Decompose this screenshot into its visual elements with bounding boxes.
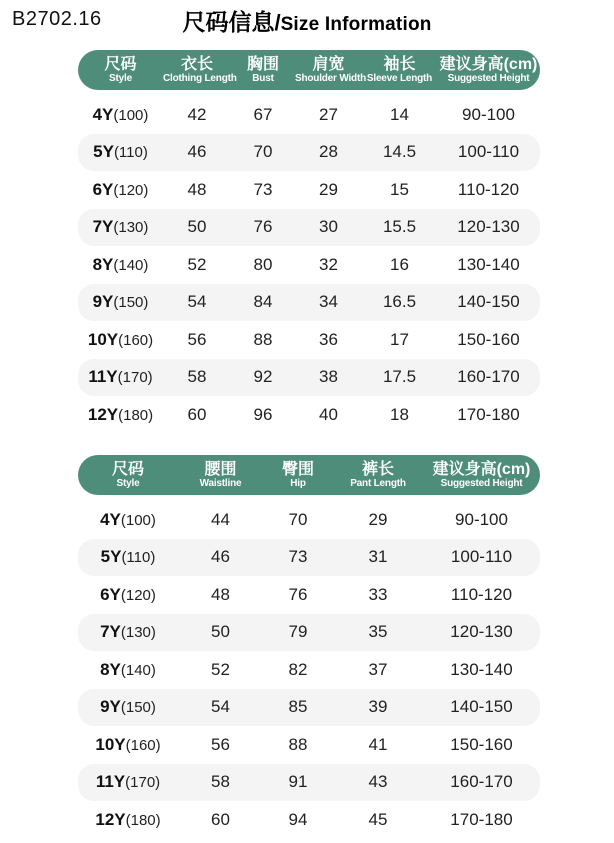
value-cell: 94 (288, 809, 308, 829)
value-cell: 44 (211, 509, 230, 529)
table-row (78, 501, 540, 539)
value-cell: 37 (368, 659, 388, 679)
value-cell: 70 (288, 509, 308, 529)
value-cell: 43 (368, 772, 388, 792)
header-cell (178, 461, 263, 490)
table-row (78, 134, 540, 172)
value-cell: 82 (288, 659, 308, 679)
value-cell: 52 (211, 659, 230, 679)
value-cell: 91 (288, 772, 308, 792)
value-cell: 15.5 (382, 217, 417, 237)
value-cell: 90-100 (455, 509, 508, 529)
value-cell: 40 (319, 404, 338, 424)
value-cell: 73 (253, 179, 273, 199)
value-cell: 34 (319, 292, 338, 312)
header-label-cjk: 胸围 (246, 55, 279, 73)
header-label-en: Suggested Height (447, 73, 530, 85)
header-label-en: Style (109, 73, 132, 85)
value-cell: 58 (187, 367, 207, 387)
value-cell: 92 (253, 367, 273, 387)
value-cell: 60 (211, 809, 230, 829)
table-row (78, 171, 540, 209)
value-cell: 45 (368, 809, 388, 829)
table-row (78, 246, 540, 284)
lower-garment-size-table (78, 455, 540, 839)
table-row (78, 321, 540, 359)
table-row (78, 359, 540, 397)
value-cell: 80 (253, 254, 273, 274)
value-cell: 120-130 (457, 217, 520, 237)
header-label-cjk: 腰围 (204, 460, 237, 478)
page-title-slash: / (274, 10, 281, 35)
header-cell (295, 55, 366, 85)
table-body (78, 96, 540, 434)
value-cell: 140-150 (457, 292, 520, 312)
size-label: 8Y(140) (92, 254, 149, 274)
value-cell: 42 (187, 104, 207, 124)
header-cell (437, 56, 540, 85)
size-label: 4Y(100) (100, 509, 156, 529)
value-cell: 67 (253, 104, 273, 124)
value-cell: 150-160 (457, 329, 520, 349)
header-label-en: Bust (252, 73, 274, 85)
size-label: 11Y(170) (88, 367, 153, 387)
header-label-en: Waistline (199, 478, 242, 490)
table-header (78, 50, 540, 90)
table-body (78, 501, 540, 839)
value-cell: 73 (288, 547, 308, 567)
table-row (78, 726, 540, 764)
header-label-cjk: 建议身高(cm) (432, 460, 531, 478)
value-cell: 54 (211, 697, 230, 717)
header-label-en: Suggested Height (440, 478, 523, 490)
value-cell: 46 (211, 547, 230, 567)
table-header (78, 455, 540, 495)
size-label: 6Y(120) (92, 179, 149, 199)
value-cell: 96 (253, 404, 273, 424)
header-cell (78, 461, 178, 490)
page-title (0, 4, 614, 37)
value-cell: 140-150 (450, 697, 513, 717)
header-label-en: Hip (290, 478, 306, 490)
size-label: 4Y(100) (92, 104, 149, 124)
value-cell: 100-110 (457, 142, 520, 162)
size-label: 9Y(150) (100, 697, 156, 717)
value-cell: 110-120 (450, 584, 513, 604)
value-cell: 76 (253, 217, 273, 237)
value-cell: 54 (187, 292, 207, 312)
value-cell: 28 (319, 142, 338, 162)
value-cell: 170-180 (457, 404, 520, 424)
value-cell: 48 (187, 179, 207, 199)
header-cell (263, 461, 333, 490)
table-row (78, 651, 540, 689)
header-label-cjk: 尺码 (111, 460, 144, 478)
header-cell (362, 56, 437, 85)
value-cell: 31 (368, 547, 388, 567)
table-row (78, 96, 540, 134)
header-label-en: Shoulder Width (295, 73, 366, 85)
value-cell: 27 (319, 104, 338, 124)
value-cell: 100-110 (450, 547, 513, 567)
value-cell: 160-170 (457, 367, 520, 387)
size-label: 10Y(160) (95, 734, 161, 754)
value-cell: 120-130 (450, 622, 513, 642)
header-label-en: Pant Length (350, 478, 406, 490)
value-cell: 14 (390, 104, 409, 124)
value-cell: 41 (368, 734, 388, 754)
value-cell: 60 (187, 404, 207, 424)
page-title-cjk: 尺码信息 (182, 9, 275, 35)
header-label-cjk: 尺码 (104, 55, 137, 73)
value-cell: 35 (368, 622, 388, 642)
header-label-cjk: 衣长 (180, 55, 213, 73)
header-label-cjk: 建议身高(cm) (439, 55, 538, 73)
value-cell: 17.5 (382, 367, 417, 387)
header-cell (163, 55, 237, 85)
value-cell: 33 (368, 584, 388, 604)
value-cell: 16 (390, 254, 409, 274)
value-cell: 130-140 (457, 254, 520, 274)
value-cell: 50 (211, 622, 230, 642)
value-cell: 85 (288, 697, 308, 717)
size-label: 7Y(130) (100, 622, 156, 642)
value-cell: 48 (211, 584, 230, 604)
table-row (78, 576, 540, 614)
value-cell: 88 (288, 734, 308, 754)
value-cell: 150-160 (450, 734, 513, 754)
value-cell: 16.5 (382, 292, 417, 312)
header-cell (231, 56, 295, 85)
value-cell: 76 (288, 584, 308, 604)
value-cell: 130-140 (450, 659, 513, 679)
value-cell: 46 (187, 142, 207, 162)
value-cell: 90-100 (462, 104, 515, 124)
page-title-en: Size Information (280, 14, 432, 35)
value-cell: 36 (319, 329, 338, 349)
value-cell: 84 (253, 292, 273, 312)
upper-garment-size-table (78, 50, 540, 434)
value-cell: 88 (253, 329, 273, 349)
size-label: 10Y(160) (87, 329, 154, 349)
style-code: B2702.16 (12, 8, 102, 30)
size-label: 8Y(140) (100, 659, 156, 679)
value-cell: 17 (390, 329, 409, 349)
header-label-cjk: 臀围 (281, 460, 314, 478)
value-cell: 160-170 (450, 772, 513, 792)
value-cell: 52 (187, 254, 207, 274)
table-row (78, 689, 540, 727)
value-cell: 39 (368, 697, 388, 717)
value-cell: 170-180 (450, 809, 513, 829)
value-cell: 56 (187, 329, 207, 349)
size-label: 11Y(170) (95, 772, 161, 792)
header-cell (333, 461, 423, 490)
header-label-cjk: 袖长 (383, 55, 416, 73)
value-cell: 15 (390, 179, 409, 199)
table-row (78, 209, 540, 247)
value-cell: 38 (319, 367, 338, 387)
table-row (78, 764, 540, 802)
value-cell: 14.5 (382, 142, 417, 162)
header-label-cjk: 肩宽 (312, 55, 345, 73)
value-cell: 32 (319, 254, 338, 274)
table-row (78, 396, 540, 434)
table-row (78, 284, 540, 322)
value-cell: 70 (253, 142, 273, 162)
value-cell: 30 (319, 217, 338, 237)
value-cell: 110-120 (457, 179, 520, 199)
table-row (78, 614, 540, 652)
header-label-en: Sleeve Length (366, 73, 433, 85)
value-cell: 58 (211, 772, 230, 792)
header-cell (78, 56, 163, 85)
header-label-cjk: 裤长 (361, 460, 394, 478)
size-label: 12Y(180) (87, 404, 154, 424)
size-label: 7Y(130) (92, 217, 149, 237)
size-label: 5Y(110) (93, 142, 148, 162)
table-row (78, 539, 540, 577)
header-cell (423, 461, 540, 490)
header-label-en: Style (116, 478, 140, 490)
size-label: 12Y(180) (95, 809, 161, 829)
value-cell: 56 (211, 734, 230, 754)
table-row (78, 801, 540, 839)
value-cell: 29 (368, 509, 388, 529)
value-cell: 79 (288, 622, 308, 642)
size-label: 9Y(150) (92, 292, 149, 312)
size-label: 6Y(120) (100, 584, 156, 604)
value-cell: 29 (319, 179, 338, 199)
header-label-en: Clothing Length (163, 73, 237, 85)
value-cell: 18 (390, 404, 409, 424)
value-cell: 50 (187, 217, 207, 237)
size-label: 5Y(110) (100, 547, 156, 567)
